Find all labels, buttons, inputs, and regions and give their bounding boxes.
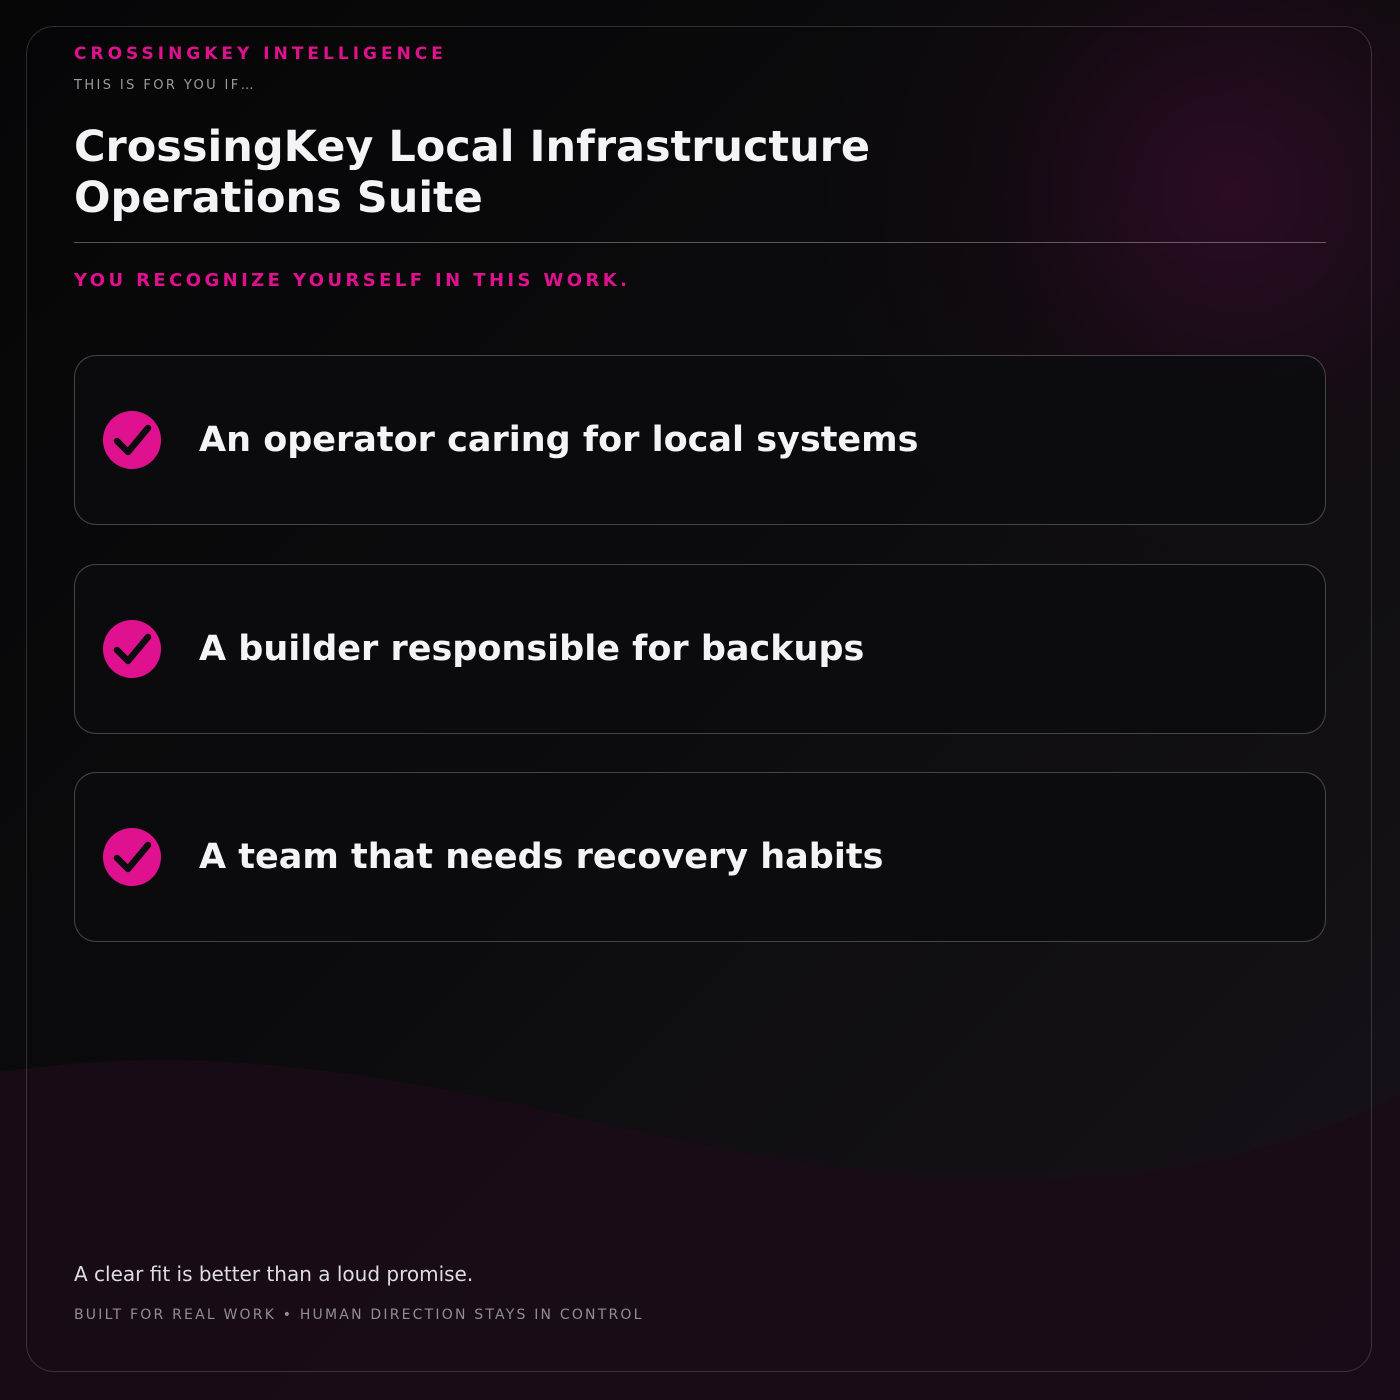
check-circle-icon bbox=[103, 411, 161, 469]
fit-item-label: A builder responsible for backups bbox=[199, 628, 865, 669]
title-line-1: CrossingKey Local Infrastructure bbox=[74, 122, 871, 172]
check-circle-icon bbox=[103, 620, 161, 678]
fit-item-label: An operator caring for local systems bbox=[199, 420, 919, 460]
fit-item-team bbox=[74, 772, 1326, 942]
brand-name: CROSSINGKEY INTELLIGENCE bbox=[74, 44, 447, 64]
fit-item-label: A team that needs recovery habits bbox=[199, 837, 884, 877]
divider bbox=[74, 242, 1326, 243]
tagline: A clear fit is better than a loud promise. bbox=[74, 1262, 474, 1286]
title-line-2: Operations Suite bbox=[74, 173, 483, 223]
page-title bbox=[74, 122, 1074, 224]
eyebrow-text: THIS IS FOR YOU IF… bbox=[74, 78, 257, 93]
footer-text: BUILT FOR REAL WORK • HUMAN DIRECTION STAYS IN CONTROL bbox=[74, 1307, 644, 1323]
fit-list bbox=[74, 355, 1326, 981]
fit-item-builder bbox=[74, 564, 1326, 734]
fit-item-operator bbox=[74, 355, 1326, 525]
section-subhead: YOU RECOGNIZE YOURSELF IN THIS WORK. bbox=[74, 270, 631, 291]
check-circle-icon bbox=[103, 828, 161, 886]
